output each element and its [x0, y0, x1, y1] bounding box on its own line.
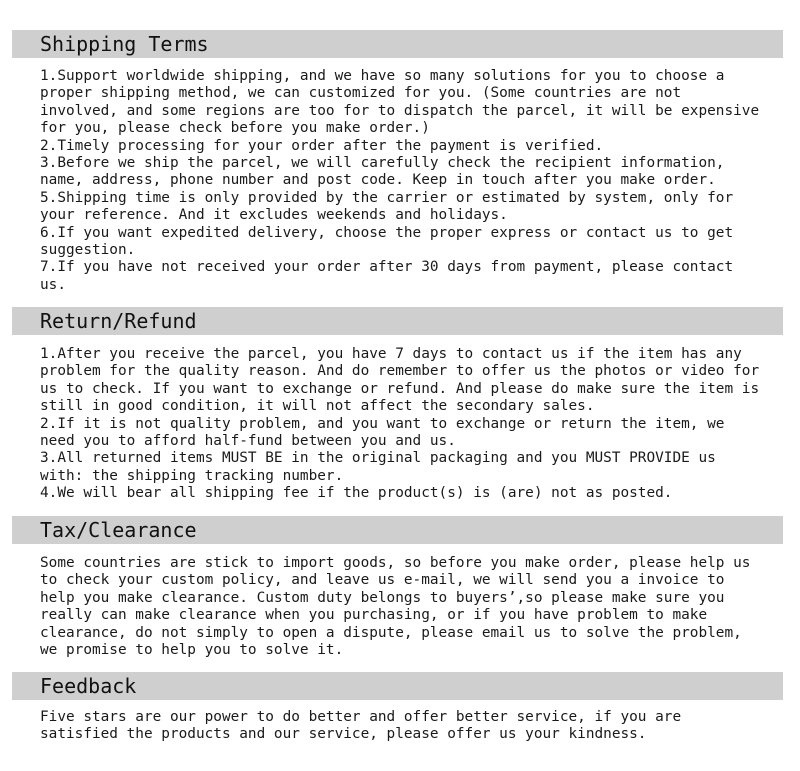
text-line: involved, and some regions are too for to dispatch the parcel, it will be expensive: [40, 102, 760, 119]
text-line: to check your custom policy, and leave us e-mail, we will send you a invoice to: [40, 572, 725, 589]
text-line: Some countries are stick to import goods, so before you make order, please help us: [40, 555, 751, 571]
text-line: problem for the quality reason. And do remember to offer us the photos or video for: [40, 363, 760, 380]
section-title: Feedback: [40, 674, 137, 698]
section-header-return-refund: [12, 307, 783, 335]
section-title: Shipping Terms: [40, 32, 209, 56]
text-line: 2.Timely processing for your order after the payment is verified.: [40, 137, 604, 154]
text-line: help you make clearance. Custom duty belongs to buyers’,so please make sure you: [40, 589, 725, 606]
text-line: suggestion.: [40, 241, 136, 258]
text-line: 5.Shipping time is only provided by the carrier or estimated by system, only for: [40, 189, 734, 206]
text-line: we promise to help you to solve it.: [40, 641, 344, 658]
text-line: 3.All returned items MUST BE in the original packaging and you MUST PROVIDE us: [40, 450, 716, 467]
text-line: Five stars are our power to do better and offer better service, if you are: [40, 709, 682, 725]
text-line: proper shipping method, we can customized for you. (Some countries are not: [40, 85, 682, 102]
section-body-feedback: [40, 709, 780, 744]
section-header-tax-clearance: [12, 516, 783, 544]
text-line: clearance, do not simply to open a dispute, please email us to solve the problem,: [40, 624, 742, 641]
text-line: name, address, phone number and post code. Keep in touch after you make order.: [40, 172, 716, 189]
section-title: Tax/Clearance: [40, 518, 197, 542]
text-line: 6.If you want expedited delivery, choose the proper express or contact us to get: [40, 224, 734, 241]
section-title: Return/Refund: [40, 309, 197, 333]
section-body-tax-clearance: [40, 555, 780, 659]
text-line: with: the shipping tracking number.: [40, 467, 344, 484]
text-line: 3.Before we ship the parcel, we will carefully check the recipient information,: [40, 154, 725, 171]
text-line: us.: [40, 276, 66, 293]
text-line: satisfied the products and our service, please offer us your kindness.: [40, 726, 647, 743]
section-header-shipping-terms: [12, 30, 783, 58]
section-header-feedback: [12, 672, 783, 700]
text-line: your reference. And it excludes weekends and holidays.: [40, 207, 508, 224]
text-line: 1.After you receive the parcel, you have 7 days to contact us if the item has any: [40, 346, 742, 362]
text-line: 4.We will bear all shipping fee if the product(s) is (are) not as posted.: [40, 485, 673, 502]
section-body-shipping-terms: [40, 68, 780, 294]
text-line: really can make clearance when you purchasing, or if you have problem to make: [40, 607, 708, 624]
text-line: still in good condition, it will not affect the secondary sales.: [40, 398, 595, 415]
text-line: 2.If it is not quality problem, and you want to exchange or return the item, we: [40, 415, 725, 432]
text-line: for you, please check before you make order.): [40, 120, 430, 137]
text-line: us to check. If you want to exchange or refund. And please do make sure the item is: [40, 380, 760, 397]
text-line: 7.If you have not received your order after 30 days from payment, please contact: [40, 259, 734, 276]
section-body-return-refund: [40, 346, 780, 503]
text-line: need you to afford half-fund between you and us.: [40, 432, 456, 449]
text-line: 1.Support worldwide shipping, and we have so many solutions for you to choose a: [40, 68, 725, 84]
